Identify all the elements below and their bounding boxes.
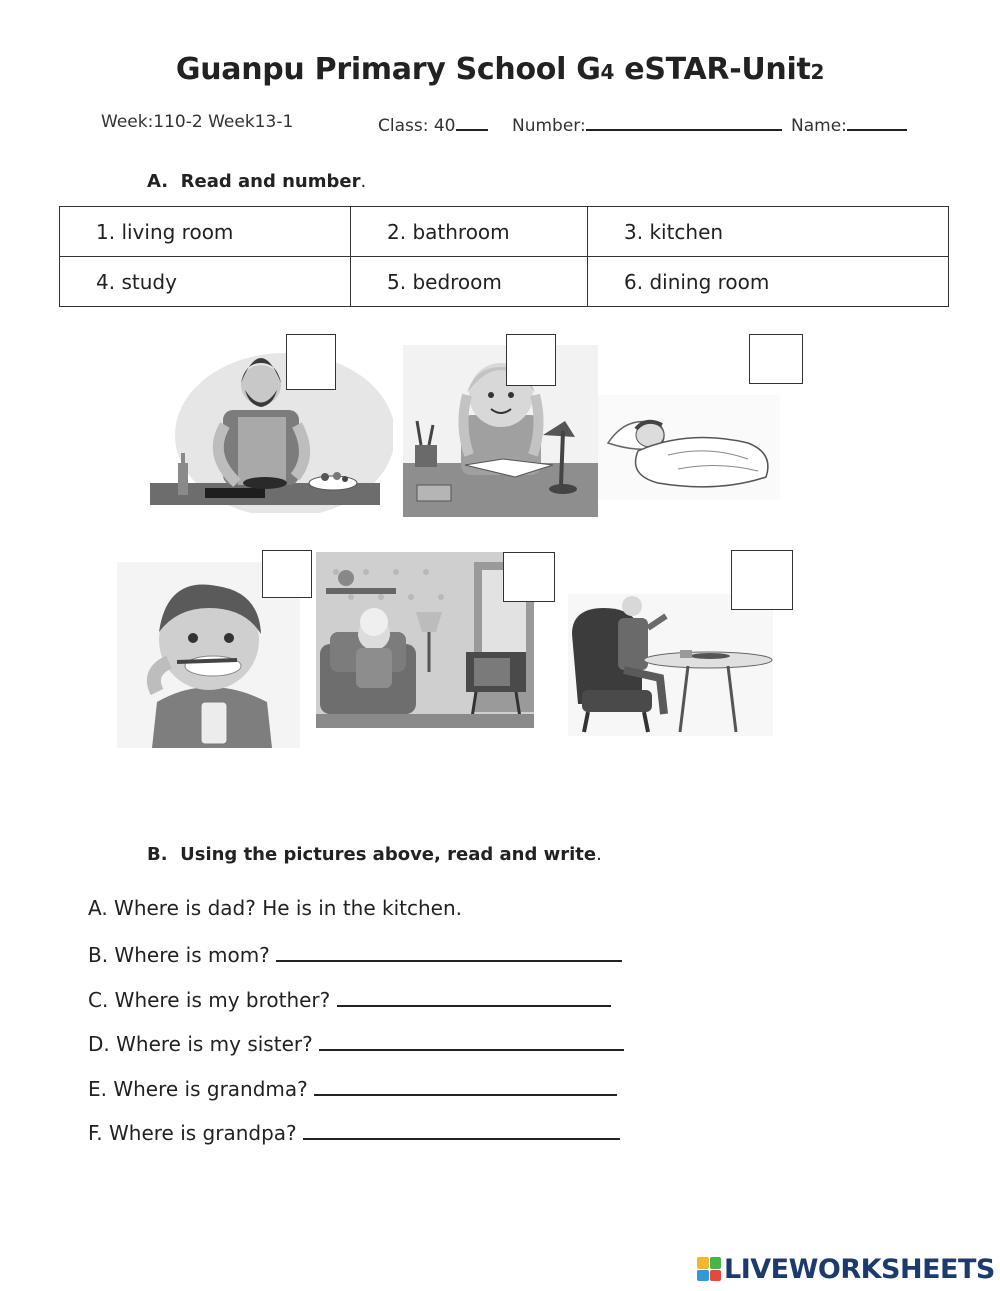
mom-sleeping-picture [598,395,780,500]
word-cell: 4. study [60,257,351,307]
week-label: Week:110-2 Week13-1 [101,112,294,132]
question-a: A. Where is dad? He is in the kitchen. [88,896,462,920]
question-d: D. Where is my sister? [88,1029,624,1056]
question-b: B. Where is mom? [88,940,622,967]
liveworksheets-logo-icon [697,1257,721,1281]
name-field: Name: [791,112,907,136]
question-f: F. Where is grandpa? [88,1118,620,1145]
dad-cooking-picture [145,335,393,513]
answer-box-5[interactable] [503,552,555,602]
grandpa-dining-room-picture [568,594,773,736]
answer-box-2[interactable] [506,334,556,386]
word-cell: 2. bathroom [351,207,588,257]
word-cell: 1. living room [60,207,351,257]
answer-line-d[interactable] [319,1029,624,1051]
answer-line-b[interactable] [276,940,622,962]
answer-line-f[interactable] [303,1118,620,1140]
question-c: C. Where is my brother? [88,985,611,1012]
section-b-heading: B. Using the pictures above, read and write. [147,844,602,865]
word-cell: 5. bedroom [351,257,588,307]
answer-box-1[interactable] [286,334,336,390]
answer-line-e[interactable] [314,1074,617,1096]
word-cell: 6. dining room [588,257,949,307]
answer-line-c[interactable] [337,985,611,1007]
word-table [59,206,949,307]
number-blank[interactable] [586,112,782,131]
word-cell: 3. kitchen [588,207,949,257]
section-a-heading: A. Read and number. [147,171,367,192]
liveworksheets-logo-text: LIVEWORKSHEETS [724,1253,995,1285]
table-row [60,257,949,307]
name-blank[interactable] [847,112,907,131]
worksheet-title: Guanpu Primary School G4 eSTAR-Unit2 [175,52,825,87]
class-field: Class: 40 [378,112,488,136]
answer-box-4[interactable] [262,550,312,598]
answer-box-3[interactable] [749,334,803,384]
liveworksheets-logo [697,1253,995,1285]
number-field: Number: [512,112,782,136]
table-row [60,207,949,257]
girl-studying-picture [403,345,598,517]
answer-box-6[interactable] [731,550,793,610]
class-blank[interactable] [456,112,488,131]
question-e: E. Where is grandma? [88,1074,617,1101]
